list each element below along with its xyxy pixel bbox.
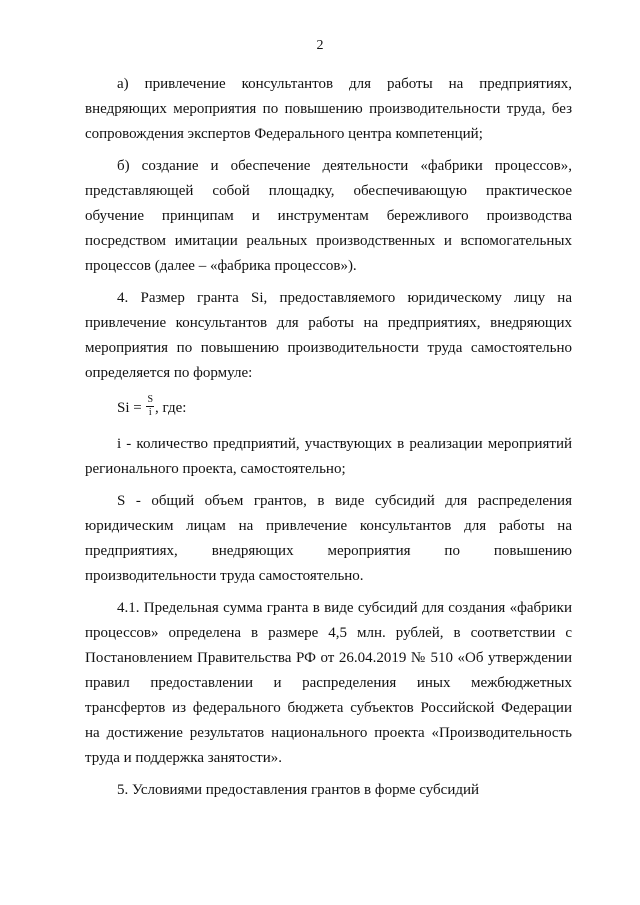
formula-numerator: S: [147, 394, 154, 406]
paragraph-s-definition: S - общий объем грантов, в виде субсидий для распределения юридическим лицам на привлечение консультантов для работы на предприятиях, внедряющих мероприятия по повышению производительности труда самостоятельно.: [85, 493, 572, 584]
formula-suffix: , где:: [155, 400, 187, 416]
paragraph-a: а) привлечение консультантов для работы на предприятиях, внедряющих мероприятия по повышению производительности труда, без сопровождения экспертов Федерального центра компетенций;: [85, 76, 572, 142]
page-number: 2: [316, 38, 324, 53]
paragraph-4: 4. Размер гранта Si, предоставляемого юридическому лицу на привлечение консультантов для работы на предприятиях, внедряющих мероприятия по повышению производительности труда самостоятельно определяется по формуле:: [85, 290, 572, 381]
formula-denominator: i: [148, 407, 152, 419]
grant-formula: [85, 393, 572, 423]
formula-fraction: [146, 395, 154, 418]
paragraph-b: б) создание и обеспечение деятельности «фабрики процессов», представляющей собой площадку, обеспечивающую практическое обучение принципам и инструментам бережливого производства посредством имитации реальных производственных и вспомогательных процессов (далее – «фабрика процессов»).: [85, 158, 572, 274]
document-body: [85, 72, 572, 810]
paragraph-5: 5. Условиями предоставления грантов в форме субсидий: [117, 782, 480, 798]
formula-lhs: Si =: [117, 400, 142, 416]
paragraph-4-1: 4.1. Предельная сумма гранта в виде субсидий для создания «фабрики процессов» определена в размере 4,5 млн. рублей, в соответствии с Постановлением Правительства РФ от 26.04.2019 № 510 «Об утверждении правил предоставлении и распределения иных межбюджетных трансфертов из федерального бюджета субъектов Российской Федерации на достижение результатов национального проекта «Производительность труда и поддержка занятости».: [85, 600, 572, 766]
paragraph-i-definition: i - количество предприятий, участвующих в реализации мероприятий регионального проекта, самостоятельно;: [85, 436, 572, 477]
